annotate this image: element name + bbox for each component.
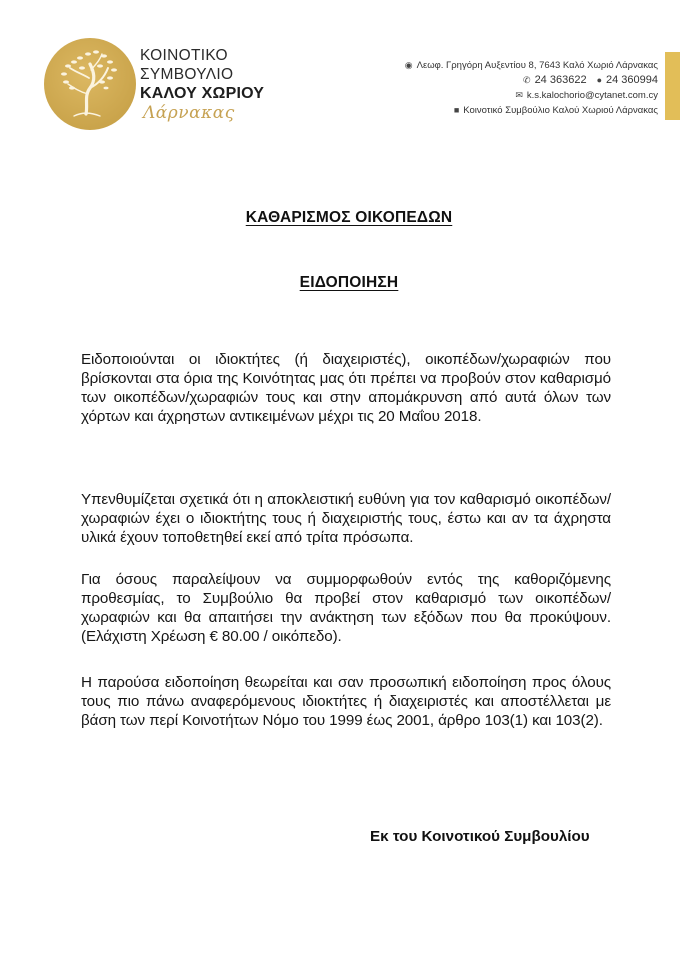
org-name-location: Λάρνακας — [143, 103, 235, 123]
paragraph-3: Για όσους παραλείψουν να συμμορφωθούν εντός της καθοριζόμενης προθεσμίας, το Συμβούλιο θα προβεί στον καθαρισμό των οικοπέδων/χωραφιών και θα απαιτήσει την ανάκτηση των εξόδων που θα προκύψουν. (Ελάχιστη Χρέωση € 80.00 / οικόπεδο). — [81, 571, 611, 645]
address-row — [405, 58, 658, 73]
tree-icon — [44, 38, 136, 130]
org-name-line-2: ΣΥΜΒΟΥΛΙΟ — [140, 66, 234, 83]
phone-row — [405, 73, 658, 88]
contact-block — [405, 58, 658, 118]
email-icon: ✉ — [515, 90, 523, 100]
document-subtitle: ΕΙΔΟΠΟΙΗΣΗ — [299, 274, 399, 291]
facebook-text[interactable]: Κοινοτικό Συμβούλιο Καλού Χωριού Λάρνακας — [463, 105, 658, 116]
map-pin-icon: ◉ — [404, 60, 413, 70]
email-text[interactable]: k.s.kalochorio@cytanet.com.cy — [526, 90, 658, 101]
org-name-line-3: ΚΑΛΟΥ ΧΩΡΙΟΥ — [140, 85, 265, 102]
fax-number: 24 360994 — [606, 74, 658, 86]
facebook-icon: ■ — [453, 105, 460, 115]
organization-name — [140, 46, 264, 123]
paragraph-1: Ειδοποιούνται οι ιδιοκτήτες (ή διαχειριστές), οικοπέδων/χωραφιών που βρίσκονται στα όρια της Κοινότητας μας ότι πρέπει να προβούν στον καθαρισμό των οικοπέδων/χωραφιών τους και στην απομάκρυνση από αυτά όλων των χόρτων και άχρηστων αντικειμένων μέχρι τις 20 Μαΐου 2018. — [81, 351, 611, 425]
email-row — [405, 88, 658, 103]
signature: Εκ του Κοινοτικού Συμβουλίου — [370, 828, 590, 845]
accent-stripe — [665, 52, 680, 120]
fax-icon: ● — [596, 75, 602, 85]
paragraph-2: Υπενθυμίζεται σχετικά ότι η αποκλειστική ευθύνη για τον καθαρισμό οικοπέδων/χωραφιών έχει ο ιδιοκτήτης τους ή διαχειριστής τους, έστω και αν τα άχρηστα υλικά έχουν τοποθετηθεί εκεί από τρίτα πρόσωπα. — [81, 491, 611, 546]
paragraph-4: Η παρούσα ειδοποίηση θεωρείται και σαν προσωπική ειδοποίηση προς όλους τους πιο πάνω αναφερόμενους ιδιοκτήτες ή διαχειριστές και αποστέλλεται με βάση των περί Κοινοτήτων Νόμο του 1999 έως 2001, άρθρο 103(1) και 103(2). — [81, 674, 611, 729]
logo — [44, 38, 136, 130]
phone-number: 24 363622 — [534, 74, 587, 86]
facebook-row — [405, 103, 658, 118]
address-text: Λεωφ. Γρηγόρη Αυξεντίου 8, 7643 Καλό Χωριό Λάρνακας — [416, 60, 658, 71]
org-name-line-1: ΚΟΙΝΟΤΙΚΟ — [140, 47, 228, 64]
document-title: ΚΑΘΑΡΙΣΜΟΣ ΟΙΚΟΠΕΔΩΝ — [245, 209, 453, 226]
phone-icon: ✆ — [523, 75, 531, 85]
